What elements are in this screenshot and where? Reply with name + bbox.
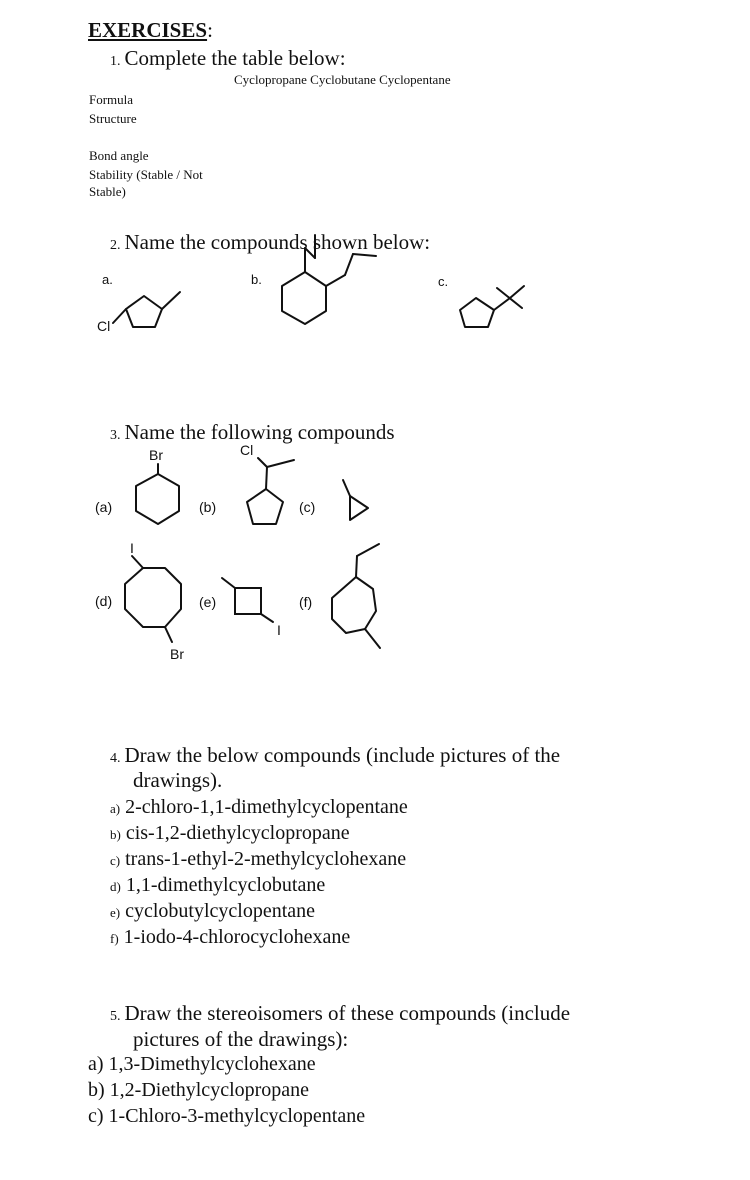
title-colon: : bbox=[207, 18, 213, 42]
atom-label-cl: Cl bbox=[240, 442, 254, 458]
table-row-stability: Stability (Stable / Not bbox=[89, 167, 203, 182]
page-title: EXERCISES bbox=[88, 18, 208, 42]
item-letter: e) bbox=[110, 905, 121, 920]
atom-label-br: Br bbox=[149, 447, 163, 463]
atom-label-cl: Cl bbox=[97, 318, 111, 334]
compound-label-e: (e) bbox=[199, 594, 217, 610]
structure-3f bbox=[332, 544, 380, 648]
table-row-structure: Structure bbox=[89, 111, 137, 126]
question-number: 3. bbox=[110, 428, 121, 443]
compound-label-a: (a) bbox=[95, 499, 113, 515]
question-4 bbox=[110, 743, 560, 768]
atom-label-i: I bbox=[277, 622, 281, 638]
item-text: 2-chloro-1,1-dimethylcyclopentane bbox=[125, 796, 408, 818]
question-text-cont: drawings). bbox=[133, 768, 223, 792]
table-column-headers: Cyclopropane Cyclobutane Cyclopentane bbox=[234, 72, 451, 87]
atom-label-i: I bbox=[130, 540, 134, 556]
structure-3e bbox=[222, 578, 273, 622]
question-text: Name the compounds shown below: bbox=[124, 230, 431, 254]
compound-label-c: c. bbox=[438, 274, 449, 289]
compound-label-d: (d) bbox=[95, 593, 113, 609]
compound-label-b: b. bbox=[251, 272, 262, 287]
list-item bbox=[110, 848, 406, 871]
list-item bbox=[110, 874, 325, 897]
item-letter: a) bbox=[110, 801, 121, 816]
table-row-bond-angle: Bond angle bbox=[89, 148, 149, 163]
question-number: 5. bbox=[110, 1009, 121, 1024]
question-number: 4. bbox=[110, 751, 121, 766]
table-row-stability-cont: Stable) bbox=[89, 184, 126, 199]
list-item: a) 1,3-Dimethylcyclohexane bbox=[88, 1053, 316, 1075]
list-item: b) 1,2-Diethylcyclopropane bbox=[88, 1079, 310, 1101]
item-text: 1-iodo-4-chlorocyclohexane bbox=[123, 926, 351, 948]
item-letter: b) bbox=[110, 827, 121, 842]
structure-2a bbox=[113, 292, 180, 327]
compound-label-a: a. bbox=[102, 272, 113, 287]
question-number: 1. bbox=[110, 54, 121, 69]
structure-2c bbox=[460, 286, 524, 327]
structure-2b bbox=[282, 235, 376, 324]
question-number: 2. bbox=[110, 238, 121, 253]
structure-3b bbox=[247, 458, 294, 524]
structure-3d bbox=[125, 556, 181, 642]
list-item bbox=[110, 796, 408, 819]
question-text: Draw the below compounds (include pictures of the bbox=[124, 743, 561, 767]
question-text: Draw the stereoisomers of these compounds (include bbox=[124, 1001, 571, 1025]
item-letter: f) bbox=[110, 931, 119, 946]
list-item bbox=[110, 900, 315, 923]
question-text: Name the following compounds bbox=[124, 420, 395, 444]
list-item bbox=[110, 822, 350, 845]
item-letter: d) bbox=[110, 879, 121, 894]
item-text: cis-1,2-diethylcyclopropane bbox=[125, 822, 350, 844]
atom-label-br: Br bbox=[170, 646, 184, 662]
list-item bbox=[110, 926, 350, 949]
table-row-formula: Formula bbox=[89, 92, 134, 107]
structure-3a bbox=[136, 464, 179, 524]
list-item: c) 1-Chloro-3-methylcyclopentane bbox=[88, 1105, 366, 1127]
compound-label-c: (c) bbox=[299, 499, 316, 515]
item-letter: c) bbox=[110, 853, 121, 868]
structure-3c bbox=[343, 480, 368, 520]
item-text: cyclobutylcyclopentane bbox=[125, 900, 316, 922]
compound-label-b: (b) bbox=[199, 499, 217, 515]
item-text: 1,1-dimethylcyclobutane bbox=[125, 874, 326, 896]
item-text: trans-1-ethyl-2-methylcyclohexane bbox=[125, 848, 407, 870]
question-text: Complete the table below: bbox=[124, 46, 346, 70]
question-5 bbox=[110, 1001, 570, 1026]
compound-label-f: (f) bbox=[299, 594, 313, 610]
question-text-cont: pictures of the drawings): bbox=[133, 1027, 349, 1051]
